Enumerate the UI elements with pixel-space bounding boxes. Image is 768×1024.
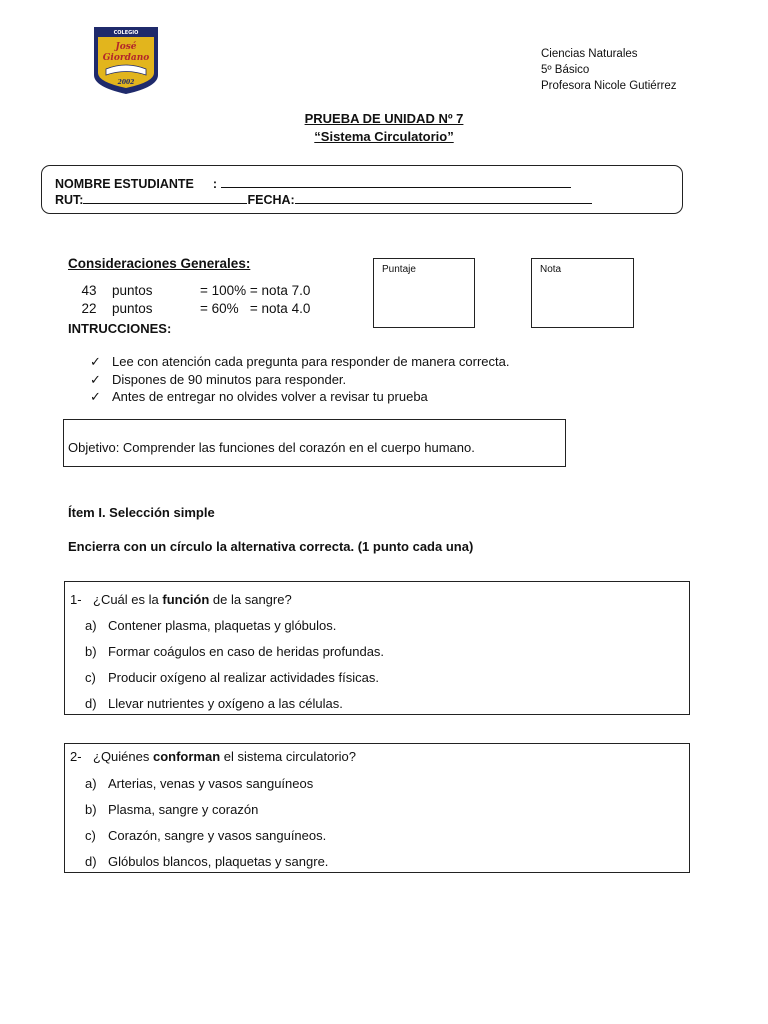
answer-option-c[interactable]: [85, 828, 326, 843]
score-unit: puntos: [112, 301, 153, 316]
answer-option-a[interactable]: [85, 618, 336, 633]
option-letter: c): [85, 670, 96, 685]
answer-option-c[interactable]: [85, 670, 379, 685]
student-rut-date-row: [55, 191, 592, 207]
instructions-list: [90, 353, 509, 406]
date-field[interactable]: [295, 191, 592, 204]
student-name-row: [55, 175, 571, 191]
option-text: Contener plasma, plaquetas y glóbulos.: [108, 618, 337, 633]
test-title: [0, 111, 768, 126]
question-number: 2-: [70, 749, 82, 764]
score-result: = 100% = nota 7.0: [200, 283, 311, 298]
option-letter: c): [85, 828, 96, 843]
list-item: [90, 388, 509, 406]
score-points: 22: [81, 301, 97, 316]
question-text-start: ¿Cuál es la: [93, 592, 163, 607]
crest-name-line1: José: [115, 42, 137, 52]
considerations-title: Consideraciones Generales:: [68, 256, 251, 271]
option-text: Plasma, sangre y corazón: [108, 802, 259, 817]
instruction-text: Lee con atención cada pregunta para responder de manera correcta.: [112, 354, 510, 369]
rut-label: RUT:: [55, 193, 84, 207]
score-unit: puntos: [112, 283, 153, 298]
student-name-label: NOMBRE ESTUDIANTE: [55, 177, 194, 191]
option-letter: b): [85, 644, 97, 659]
instruction-text: Antes de entregar no olvides volver a revisar tu prueba: [112, 389, 428, 404]
score-scale-row: [68, 283, 310, 298]
option-text: Corazón, sangre y vasos sanguíneos.: [108, 828, 327, 843]
question-text-start: ¿Quiénes: [93, 749, 153, 764]
rut-field[interactable]: [83, 191, 247, 204]
score-points: 43: [81, 283, 97, 298]
question-text-end: el sistema circulatorio?: [220, 749, 356, 764]
list-item: [90, 371, 509, 389]
crest-top-text: COLEGIO: [113, 30, 139, 36]
checkmark-icon: ✓: [90, 389, 101, 404]
checkmark-icon: ✓: [90, 354, 101, 369]
school-crest-icon: [92, 25, 160, 95]
header-info: [541, 46, 677, 94]
instructions-title: INTRUCCIONES:: [68, 321, 172, 336]
option-letter: d): [85, 696, 97, 711]
answer-option-d[interactable]: [85, 854, 328, 869]
score-box-label: Puntaje: [382, 264, 416, 275]
question-box: [64, 581, 690, 715]
student-name-separator: :: [212, 177, 218, 191]
teacher-text: Profesora Nicole Gutiérrez: [541, 80, 677, 92]
objective-box: [63, 419, 566, 467]
test-title-text: PRUEBA DE UNIDAD Nº 7: [304, 111, 464, 126]
answer-option-d[interactable]: [85, 696, 343, 711]
item-instruction: Encierra con un círculo la alternativa correcta. (1 punto cada una): [68, 539, 474, 554]
student-name-field[interactable]: [221, 175, 571, 188]
subject-text: Ciencias Naturales: [541, 48, 638, 60]
question-keyword: conforman: [152, 749, 221, 764]
checkmark-icon: ✓: [90, 371, 101, 387]
list-item: [90, 353, 509, 371]
grade-box-label: Nota: [540, 264, 562, 275]
answer-option-a[interactable]: [85, 776, 313, 791]
question-box: [64, 743, 690, 873]
test-subtitle: [0, 129, 768, 144]
answer-option-b[interactable]: [85, 644, 384, 659]
question-stem: [70, 592, 292, 607]
date-label: FECHA:: [247, 193, 295, 207]
question-number: 1-: [70, 592, 82, 607]
score-result: = 60% = nota 4.0: [200, 301, 311, 316]
crest-name-line2: Giordano: [102, 53, 150, 63]
question-keyword: función: [162, 592, 210, 607]
school-logo: [92, 25, 160, 95]
question-text-end: de la sangre?: [209, 592, 292, 607]
score-box[interactable]: [373, 258, 475, 328]
option-text: Arterias, venas y vasos sanguíneos: [108, 776, 314, 791]
question-stem: [70, 749, 356, 764]
answer-option-b[interactable]: [85, 802, 258, 817]
grade-text: 5º Básico: [541, 64, 590, 76]
objective-text: Objetivo: Comprender las funciones del corazón en el cuerpo humano.: [68, 440, 475, 455]
option-letter: d): [85, 854, 97, 869]
student-info-box: [41, 165, 683, 214]
test-subtitle-text: “Sistema Circulatorio”: [314, 129, 454, 144]
option-text: Glóbulos blancos, plaquetas y sangre.: [108, 854, 329, 869]
option-letter: b): [85, 802, 97, 817]
option-text: Llevar nutrientes y oxígeno a las células.: [108, 696, 343, 711]
option-text: Formar coágulos en caso de heridas profundas.: [108, 644, 385, 659]
instruction-text: Dispones de 90 minutos para responder.: [112, 371, 347, 387]
item-title: Ítem I. Selección simple: [68, 505, 215, 520]
option-letter: a): [85, 618, 97, 633]
option-letter: a): [85, 776, 97, 791]
crest-year: 2002: [117, 79, 135, 86]
grade-box[interactable]: [531, 258, 634, 328]
option-text: Producir oxígeno al realizar actividades físicas.: [108, 670, 379, 685]
score-scale-row: [68, 301, 310, 316]
